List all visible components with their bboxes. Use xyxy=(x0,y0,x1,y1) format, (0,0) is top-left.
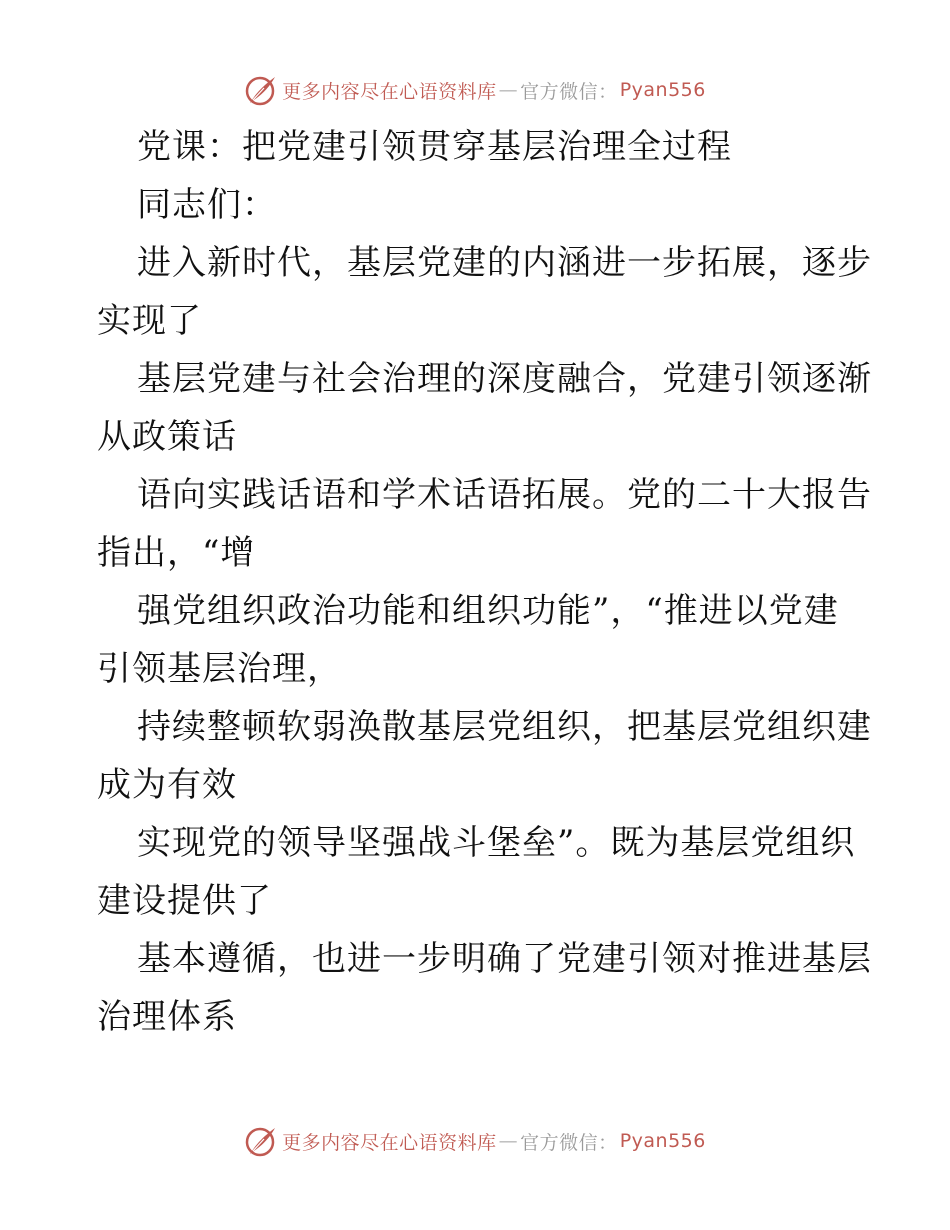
text-line: 基层党建与社会治理的深度融合，党建引领逐渐 xyxy=(137,359,872,399)
watermark-wechat-id: Pyan556 xyxy=(619,79,706,101)
text-line: 实现了 xyxy=(97,301,202,341)
text-line: 引领基层治理， xyxy=(97,649,342,689)
document-title: 党课：把党建引领贯穿基层治理全过程 xyxy=(137,127,732,167)
header-watermark xyxy=(0,70,950,110)
text-line: 基本遵循，也进一步明确了党建引领对推进基层 xyxy=(137,939,872,979)
watermark-main-text: 更多内容尽在心语资料库 xyxy=(282,1131,497,1154)
text-line: 实现党的领导坚强战斗堡垒”。既为基层党组织 xyxy=(137,823,856,863)
text-line: 强党组织政治功能和组织功能”，“推进以党建 xyxy=(137,591,839,631)
text-line: 持续整顿软弱涣散基层党组织，把基层党组织建 xyxy=(137,707,872,747)
watermark-dash: — xyxy=(498,1130,519,1152)
text-line: 建设提供了 xyxy=(97,881,272,921)
document-body xyxy=(97,118,872,1046)
footer-watermark xyxy=(0,1121,950,1161)
watermark-wechat-id: Pyan556 xyxy=(619,1130,706,1152)
watermark-dash: — xyxy=(498,79,519,101)
text-line: 成为有效 xyxy=(97,765,237,805)
text-line: 从政策话 xyxy=(97,417,237,457)
text-line: 治理体系 xyxy=(97,997,237,1037)
text-line: 进入新时代，基层党建的内涵进一步拓展，逐步 xyxy=(137,243,872,283)
text-line: 同志们： xyxy=(137,185,277,225)
quill-logo-icon xyxy=(244,1124,278,1158)
watermark-main-text: 更多内容尽在心语资料库 xyxy=(282,80,497,103)
text-line: 语向实践话语和学术话语拓展。党的二十大报告 xyxy=(137,475,872,515)
watermark-label: 官方微信： xyxy=(520,1131,618,1154)
quill-logo-icon xyxy=(244,73,278,107)
text-line: 指出，“增 xyxy=(97,533,256,573)
watermark-label: 官方微信： xyxy=(520,80,618,103)
